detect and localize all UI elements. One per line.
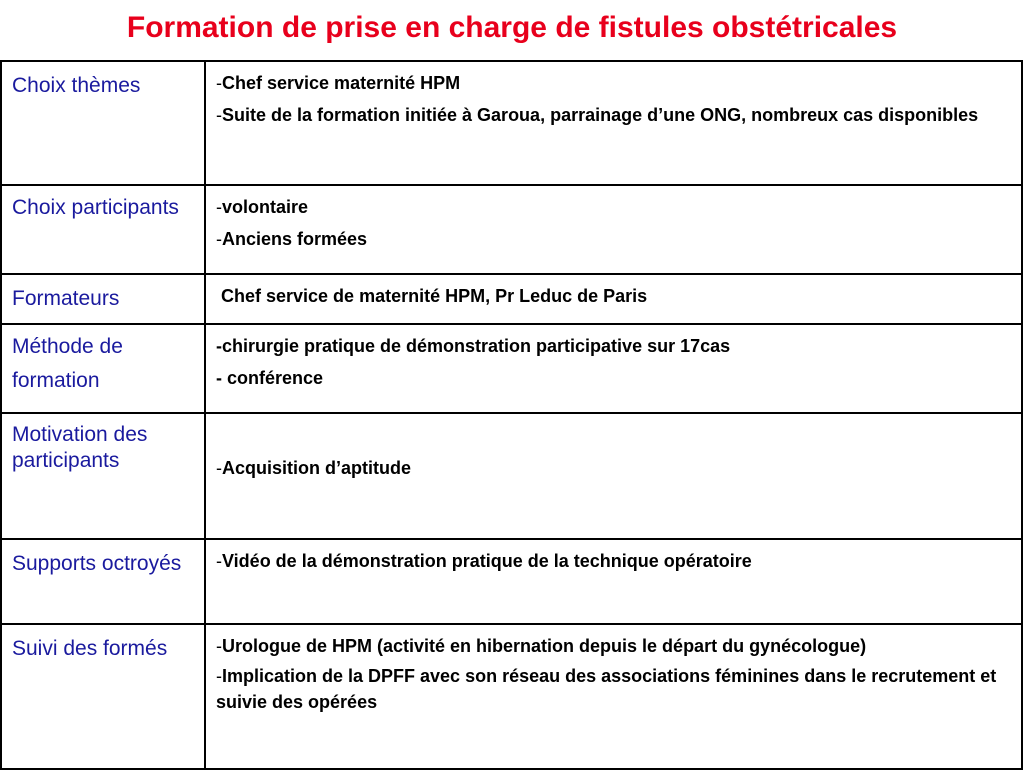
line-text: Vidéo de la démonstration pratique de la technique opératoire — [222, 551, 752, 571]
row-content — [205, 61, 1022, 185]
row-content — [205, 413, 1022, 539]
line-text: - conférence — [216, 368, 324, 388]
row-label: Suivi des formés — [1, 624, 205, 769]
content-line — [216, 455, 1007, 481]
line-prefix: - — [216, 458, 222, 478]
table-row — [1, 185, 1022, 274]
line-prefix: - — [216, 73, 222, 93]
row-label: Motivation des participants — [1, 413, 205, 539]
row-content — [205, 539, 1022, 624]
line-text: Implication de la DPFF avec son réseau des associations féminines dans le recrutement et suivie des opérées — [216, 666, 997, 712]
content-line — [216, 365, 1007, 391]
line-prefix: - — [216, 551, 222, 571]
line-text: -chirurgie pratique de démonstration participative sur 17cas — [216, 336, 731, 356]
table-row — [1, 413, 1022, 539]
table-row — [1, 274, 1022, 324]
line-prefix: - — [216, 636, 222, 656]
line-text: Acquisition d’aptitude — [222, 458, 411, 478]
row-content — [205, 624, 1022, 769]
row-label: Choix thèmes — [1, 61, 205, 185]
content-line — [216, 102, 1007, 128]
content-line — [216, 333, 1007, 359]
line-text: Suite de la formation initiée à Garoua, parrainage d’une ONG, nombreux cas disponibles — [222, 105, 979, 125]
line-prefix: - — [216, 105, 222, 125]
line-prefix: - — [216, 229, 222, 249]
training-table — [0, 60, 1023, 770]
content-line — [216, 663, 1007, 715]
table-row — [1, 624, 1022, 769]
row-label: Méthode de formation — [1, 324, 205, 413]
row-label: Choix participants — [1, 185, 205, 274]
line-prefix: - — [216, 666, 222, 686]
line-text: Anciens formées — [222, 229, 368, 249]
content-line — [216, 70, 1007, 96]
row-content — [205, 274, 1022, 324]
content-line — [216, 226, 1007, 252]
content-line — [216, 633, 1007, 659]
slide-title: Formation de prise en charge de fistules obstétricales — [126, 11, 898, 44]
line-text: volontaire — [222, 197, 309, 217]
table-row — [1, 324, 1022, 413]
content-line — [216, 548, 1007, 574]
line-text: Urologue de HPM (activité en hibernation depuis le départ du gynécologue) — [222, 636, 867, 656]
line-prefix: - — [216, 197, 222, 217]
row-content — [205, 185, 1022, 274]
content-line — [216, 283, 1007, 309]
table-row — [1, 61, 1022, 185]
row-label: Formateurs — [1, 274, 205, 324]
line-text: Chef service de maternité HPM, Pr Leduc de Paris — [216, 286, 648, 306]
line-text: Chef service maternité HPM — [222, 73, 461, 93]
row-label: Supports octroyés — [1, 539, 205, 624]
table-row — [1, 539, 1022, 624]
row-content — [205, 324, 1022, 413]
content-line — [216, 194, 1007, 220]
